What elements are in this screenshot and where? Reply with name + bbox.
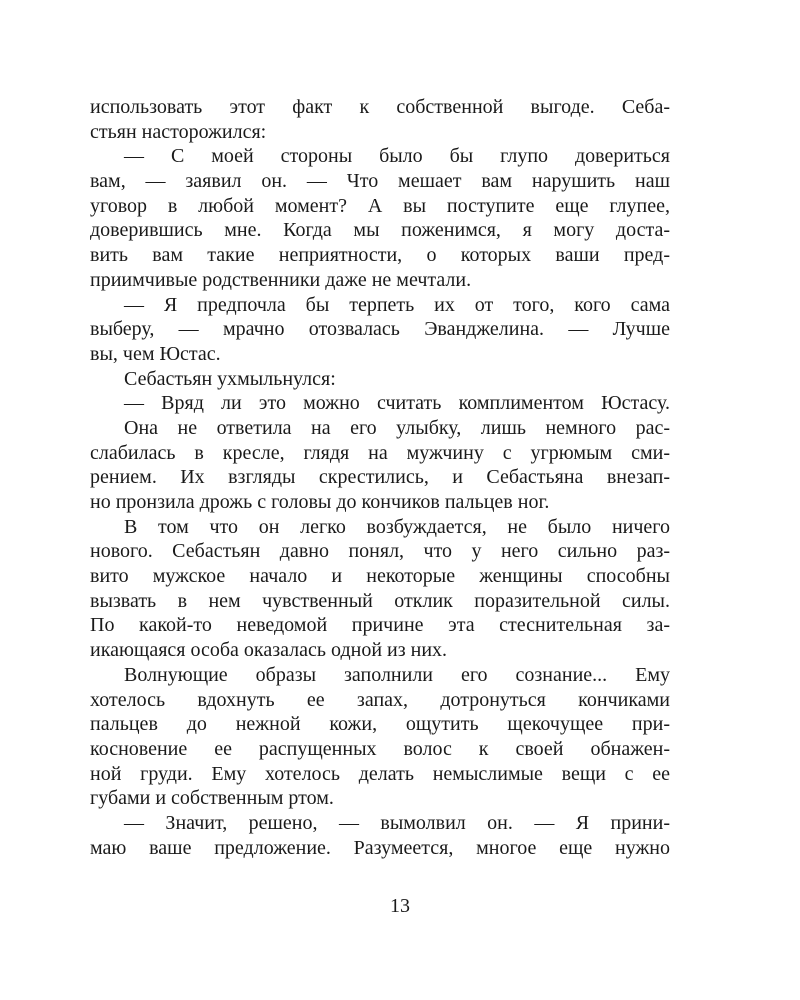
text-line: Себастьян ухмыльнулся:: [124, 367, 336, 390]
text-line: вы, чем Юстас.: [90, 342, 221, 365]
text-line: — Вряд ли это можно считать комплиментом Юстасу.: [124, 392, 670, 415]
text-line: маю ваше предложение. Разумеется, многое еще нужно: [90, 836, 670, 859]
text-line: — Я предпочла бы терпеть их от того, кого сама: [124, 293, 670, 316]
body-text: [90, 95, 670, 860]
text-line: приимчивые родственники даже не мечтали.: [90, 268, 472, 291]
text-line: вам, — заявил он. — Что мешает вам нарушить наш: [90, 170, 670, 193]
text-line: Волнующие образы заполнили его сознание... Ему: [124, 663, 670, 686]
text-line: вызвать в нем чувственный отклик поразительной силы.: [90, 589, 670, 612]
text-line: — С моей стороны было бы глупо довериться: [124, 145, 670, 168]
text-line: использовать этот факт к собственной выгоде. Себа-: [90, 96, 670, 118]
text-line: рением. Их взгляды скрестились, и Себастьяна внезап-: [90, 466, 670, 489]
text-line: уговор в любой момент? А вы поступите еще глупее,: [90, 194, 670, 217]
text-line: стьян насторожился:: [90, 120, 267, 143]
text-line: губами и собственным ртом.: [90, 787, 334, 810]
text-line: вить вам такие неприятности, о которых ваши пред-: [90, 244, 670, 267]
text-line: По какой-то неведомой причине эта стеснительная за-: [90, 614, 670, 637]
text-line: доверившись мне. Когда мы поженимся, я могу доста-: [90, 219, 670, 242]
page-number: 13: [390, 895, 410, 917]
text-line: выберу, — мрачно отозвалась Эванджелина. — Лучше: [90, 318, 670, 341]
text-line: но пронзила дрожь с головы до кончиков пальцев ног.: [90, 491, 550, 513]
text-line: Она не ответила на его улыбку, лишь немного рас-: [124, 416, 670, 439]
text-line: хотелось вдохнуть ее запах, дотронуться кончиками: [90, 688, 670, 711]
text-line: косновение ее распущенных волос к своей обнажен-: [90, 737, 670, 760]
text-line: вито мужское начало и некоторые женщины способны: [90, 565, 670, 588]
text-line: икающаяся особа оказалась одной из них.: [90, 639, 448, 662]
text-line: В том что он легко возбуждается, не было ничего: [124, 515, 670, 538]
text-line: — Значит, решено, — вымолвил он. — Я прини-: [124, 811, 670, 834]
text-line: нового. Себастьян давно понял, что у него сильно раз-: [90, 540, 670, 563]
text-line: пальцев до нежной кожи, ощутить щекочущее при-: [90, 713, 670, 736]
text-line: ной груди. Ему хотелось делать немыслимые вещи с ее: [90, 762, 670, 785]
text-line: слабилась в кресле, глядя на мужчину с угрюмым сми-: [90, 441, 670, 464]
